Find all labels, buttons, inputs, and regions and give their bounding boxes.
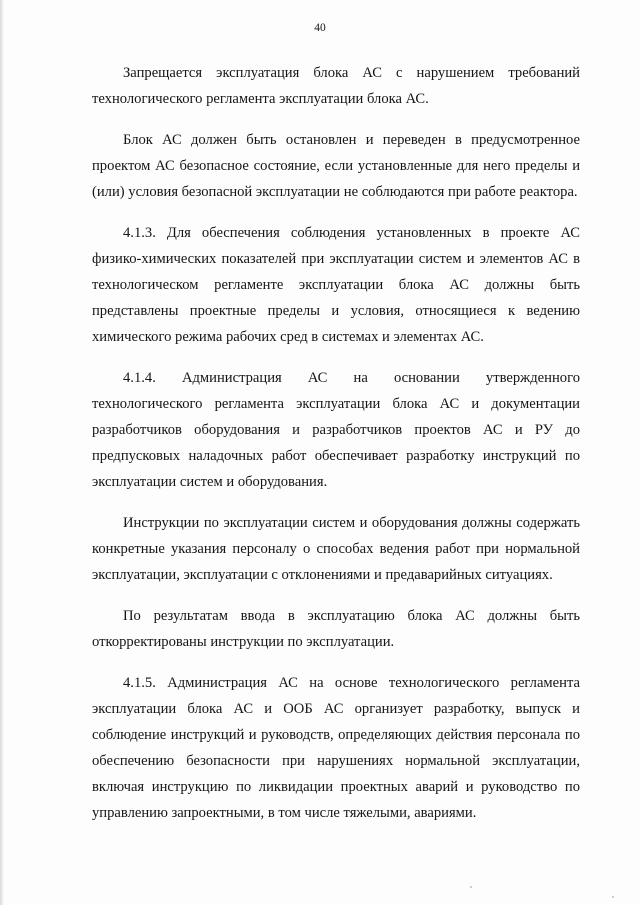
- paragraph-shutdown: Блок АС должен быть остановлен и переведен в предусмотренное проектом АС безопасное состояние, если установленные для него пределы и (или) условия безопасной эксплуатации не соблюдаются при работе реактора.: [92, 132, 580, 200]
- body-text: [92, 60, 580, 841]
- paragraph-4-1-5: 4.1.5. Администрация АС на основе технологического регламента эксплуатации блока АС и ООБ АС организует разработку, выпуск и соблюдение инструкций и руководств, определяющих действия персонала по обеспечению безопасности при нарушениях нормальной эксплуатации, включая инструкцию по ликвидации проектных аварий и руководство по управлению запроектными, в том числе тяжелыми, авариями.: [92, 675, 580, 821]
- paragraph-instructions: Инструкции по эксплуатации систем и оборудования должны содержать конкретные указания персоналу о способах ведения работ при нормальной эксплуатации, эксплуатации с отклонениями и предаварийных ситуациях.: [92, 515, 580, 583]
- paragraph-4-1-4: 4.1.4. Администрация АС на основании утвержденного технологического регламента эксплуатации блока АС и документации разработчиков оборудования и разработчиков проектов АС и РУ до предпусковых наладочных работ обеспечивает разработку инструкций по эксплуатации систем и оборудования.: [92, 370, 580, 490]
- scan-speck: [470, 886, 472, 888]
- paragraph-4-1-3: 4.1.3. Для обеспечения соблюдения установленных в проекте АС физико-химических показателей при эксплуатации систем и элементов АС в технологическом регламенте эксплуатации блока АС должны быть представлены проектные пределы и условия, относящиеся к ведению химического режима рабочих сред в системах и элементах АС.: [92, 225, 580, 345]
- paragraph-commissioning: По результатам ввода в эксплуатацию блока АС должны быть откорректированы инструкции по эксплуатации.: [92, 608, 580, 650]
- page-number: 40: [314, 22, 326, 34]
- scan-speck: [612, 896, 614, 898]
- scan-edge-shadow: [0, 0, 4, 905]
- paragraph-prohibition: Запрещается эксплуатация блока АС с нарушением требований технологического регламента эксплуатации блока АС.: [92, 65, 580, 107]
